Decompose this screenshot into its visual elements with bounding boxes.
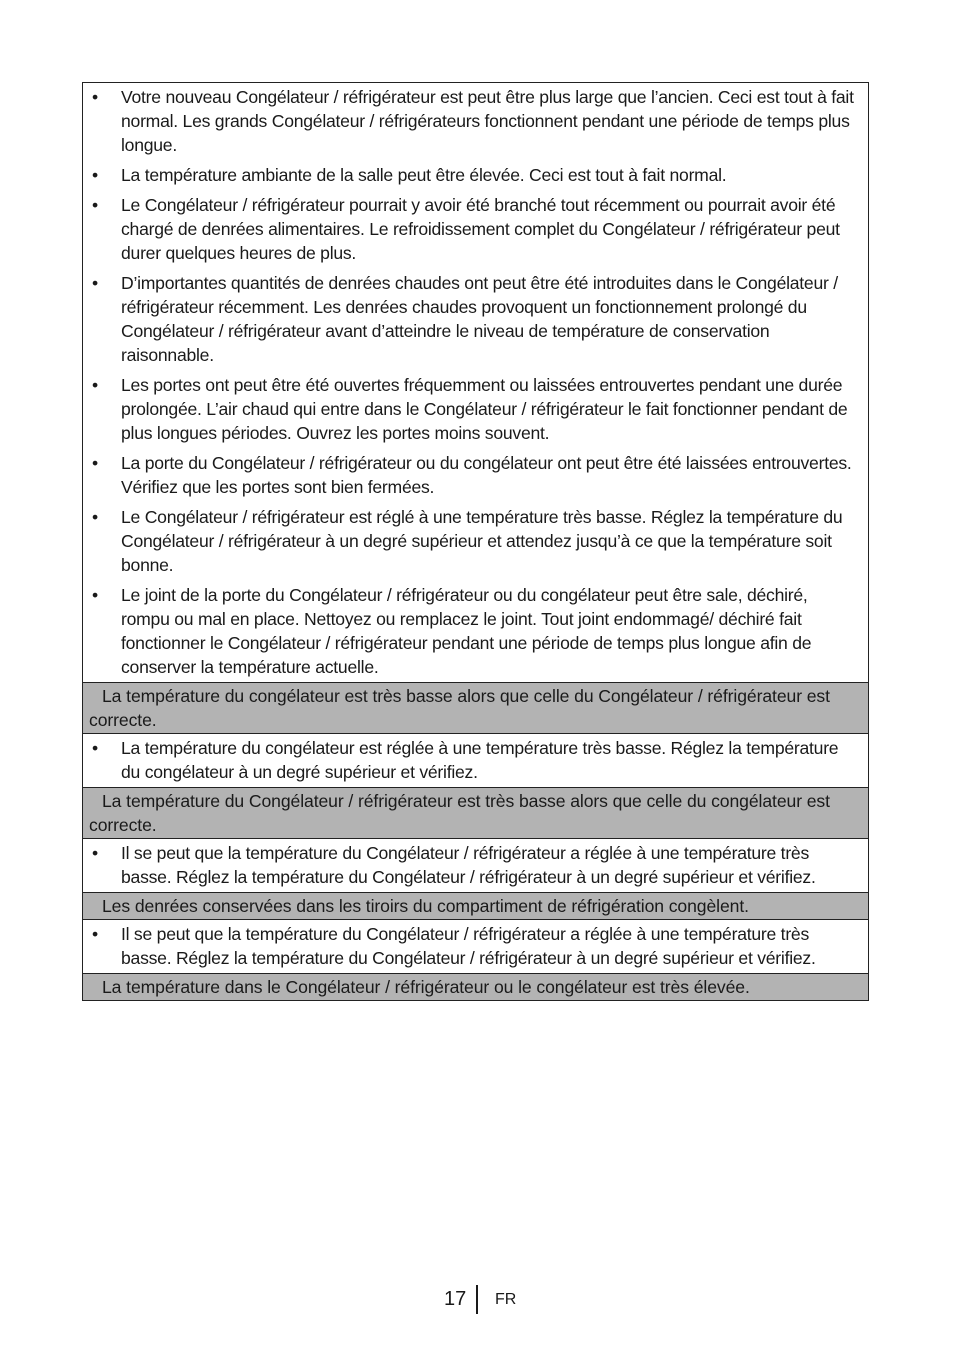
- problem-heading-fridge-too-cold: La température du Congélateur / réfrigérateur est très basse alors que celle du congélateur est correcte.: [83, 787, 868, 838]
- bullet-icon: •: [92, 585, 98, 605]
- bullet-icon: •: [92, 924, 98, 944]
- list-item-text: Il se peut que la température du Congélateur / réfrigérateur a réglée à une température très basse. Réglez la température du Congélateur / réfrigérateur à un degré supérieur et vérifiez.: [121, 924, 816, 968]
- list-item-text: Les portes ont peut être été ouvertes fréquemment ou laissées entrouvertes pendant une durée prolongée. L’air chaud qui entre dans le Congélateur / réfrigérateur le fait fonctionner pendant de plus longues périodes. Ouvrez les portes moins souvent.: [121, 375, 848, 443]
- bullet-icon: •: [92, 453, 98, 473]
- list-item: [89, 271, 860, 367]
- list-item-text: La porte du Congélateur / réfrigérateur ou du congélateur ont peut être été laissées entrouvertes. Vérifiez que les portes sont bien fermées.: [121, 453, 852, 497]
- bullet-icon: •: [92, 738, 98, 758]
- list-item-text: Le joint de la porte du Congélateur / réfrigérateur ou du congélateur peut être sale, déchiré, rompu ou mal en place. Nettoyez ou remplacez le joint. Tout joint endommagé/ déchiré fait fonctionner le Congélateur / réfrigérateur pendant une période de temps plus longue afin de conserver la température actuelle.: [121, 585, 812, 677]
- bullet-icon: •: [92, 165, 98, 185]
- language-code: FR: [495, 1291, 517, 1308]
- bullet-icon: •: [92, 843, 98, 863]
- page-footer: [0, 1285, 954, 1315]
- bullet-section-1: [83, 83, 868, 682]
- list-item-text: D’importantes quantités de denrées chaudes ont peut être été introduites dans le Congélateur / réfrigérateur récemment. Les denrées chaudes provoquent un fonctionnement prolongé du Congélateur / réfrigérateur avant d’atteindre le niveau de température de conservation raisonnable.: [121, 273, 838, 365]
- bullet-icon: •: [92, 375, 98, 395]
- list-item: [89, 373, 860, 445]
- problem-heading-drawers-freezing: Les denrées conservées dans les tiroirs du compartiment de réfrigération congèlent.: [83, 892, 868, 919]
- footer-divider: [476, 1285, 478, 1314]
- list-item-text: Votre nouveau Congélateur / réfrigérateur est peut être plus large que l’ancien. Ceci est tout à fait normal. Les grands Congélateur / réfrigérateurs fonctionnent pendant une période de temps plus longue.: [121, 87, 854, 155]
- list-item-text: Le Congélateur / réfrigérateur est réglé à une température très basse. Réglez la température du Congélateur / réfrigérateur à un degré supérieur et attendez jusqu’à ce que la température soit bonne.: [121, 507, 843, 575]
- list-item-text: Il se peut que la température du Congélateur / réfrigérateur a réglée à une température très basse. Réglez la température du Congélateur / réfrigérateur à un degré supérieur et vérifiez.: [121, 843, 816, 887]
- list-item: [89, 451, 860, 499]
- bullet-icon: •: [92, 507, 98, 527]
- list-item: [89, 163, 860, 187]
- troubleshooting-table: [82, 82, 869, 1001]
- bullet-section-2: [83, 733, 868, 787]
- bullet-icon: •: [92, 273, 98, 293]
- problem-heading-temperature-too-high: La température dans le Congélateur / réfrigérateur ou le congélateur est très élevée.: [83, 973, 868, 1000]
- list-item: [89, 841, 860, 889]
- list-item: [89, 922, 860, 970]
- list-item-text: La température ambiante de la salle peut être élevée. Ceci est tout à fait normal.: [121, 165, 727, 185]
- problem-heading-freezer-too-cold: La température du congélateur est très basse alors que celle du Congélateur / réfrigérateur est correcte.: [83, 682, 868, 733]
- list-item-text: Le Congélateur / réfrigérateur pourrait y avoir été branché tout récemment ou pourrait avoir été chargé de denrées alimentaires. Le refroidissement complet du Congélateur / réfrigérateur peut durer quelques heures de plus.: [121, 195, 840, 263]
- bullet-section-4: [83, 919, 868, 973]
- list-item: [89, 736, 860, 784]
- list-item: [89, 583, 860, 679]
- bullet-section-3: [83, 838, 868, 892]
- list-item: [89, 193, 860, 265]
- list-item: [89, 505, 860, 577]
- list-item-text: La température du congélateur est réglée à une température très basse. Réglez la température du congélateur à un degré supérieur et vérifiez.: [121, 738, 839, 782]
- list-item: [89, 85, 860, 157]
- bullet-icon: •: [92, 87, 98, 107]
- bullet-icon: •: [92, 195, 98, 215]
- page-number: 17: [444, 1288, 467, 1310]
